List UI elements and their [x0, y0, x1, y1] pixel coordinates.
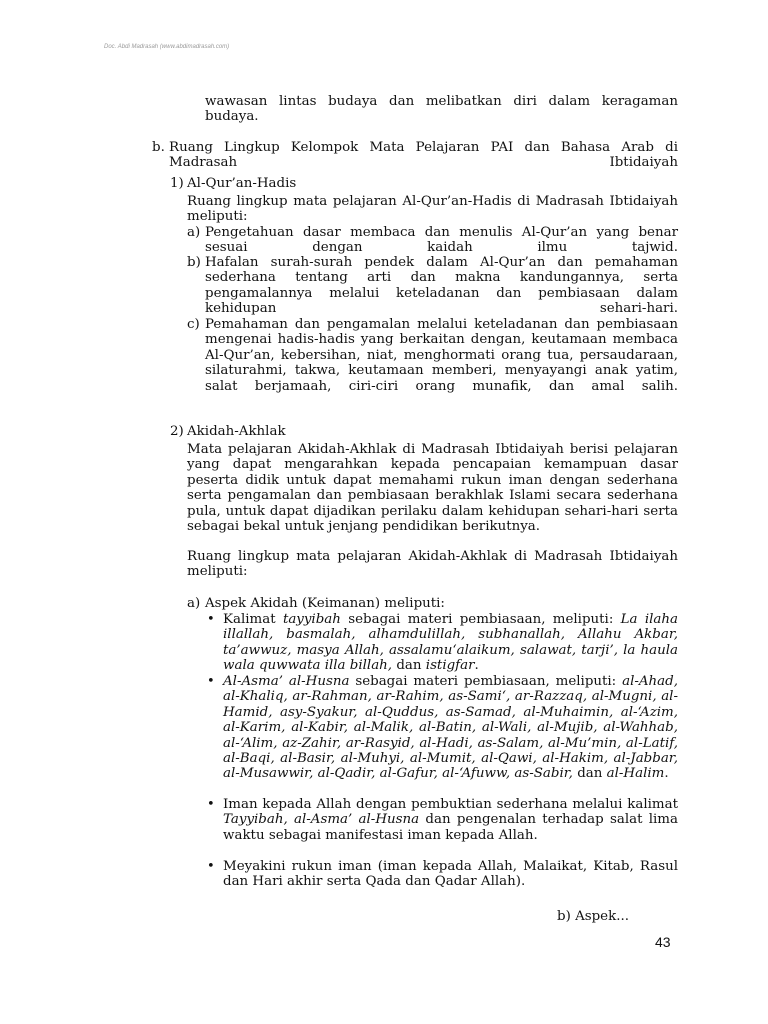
- bullet-icon: •: [207, 859, 215, 874]
- bullet-item-rukun-iman: [223, 859, 678, 890]
- bullet-icon: •: [207, 674, 215, 689]
- aspect-a-marker: a): [187, 596, 201, 611]
- list-item-marker-b: b): [187, 255, 201, 270]
- subsection-2-paragraph-2: Ruang lingkup mata pelajaran Akidah-Akhlak di Madrasah Ibtidaiyah meliputi:: [187, 549, 678, 580]
- bullet-icon: •: [207, 797, 215, 812]
- next-page-catchword: [557, 909, 629, 924]
- list-item-c: Pemahaman dan pengamalan melalui keteladanan dan pembiasaan mengenai hadis-hadis yang berkaitan dengan, keutamaan membaca Al-Qur’an, kebersihan, niat, menghormati orang tua, persaudaraan, silaturahmi, takwa, keutamaan memberi, menyayangi anak yatim, salat berjamaah, ciri-ciri orang munafik, dan amal salih.: [205, 317, 678, 394]
- bullet-1-text-4: .: [474, 658, 479, 674]
- bullet-2-text-3: .: [664, 766, 669, 782]
- list-item-b: Hafalan surah-surah pendek dalam Al-Qur’an dan pemahaman sederhana tentang arti dan makna kandungannya, serta pengamalannya melalui keteladanan dan pembiasaan dalam kehidupan sehari-hari.: [205, 255, 678, 317]
- bullet-icon: •: [207, 612, 215, 627]
- bullet-1-italic-3: istigfar: [425, 658, 475, 674]
- section-b-title: Ruang Lingkup Kelompok Mata Pelajaran PAI dan Bahasa Arab di Madrasah Ibtidaiyah: [169, 140, 678, 171]
- list-item-marker-c: c): [187, 317, 200, 332]
- bullet-1-text-2: sebagai materi pembiasaan, meliputi:: [340, 612, 621, 627]
- bullet-2-italic-2: al-Ahad, al-Khaliq, ar-Rahman, ar-Rahim, as-Sami‘, ar-Razzaq, al-Mugni, al-Hamid, asy-Syakur, al-Quddus, as-Samad, al-Muhaimin, al-‘Azim, al-Karim, al-Kabir, al-Malik, al-Batin, al-Wali, al-Mujib, al-Wahhab, al-‘Alim, az-Zahir, ar-Rasyid, al-Hadi, as-Salam, al-Mu’min, al-Latif, al-Baqi, al-Basir, al-Muhyi, al-Mumit, al-Qawi, al-Hakim, al-Jabbar, al-Musawwir, al-Qadir, al-Gafur, al-‘Afuww, as-Sabir,: [223, 674, 678, 782]
- subsection-1-intro: Ruang lingkup mata pelajaran Al-Qur’an-Hadis di Madrasah Ibtidaiyah meliputi:: [187, 194, 678, 225]
- bullet-1-text-3: dan: [392, 658, 426, 674]
- bullet-1-italic-1: tayyibah: [282, 612, 341, 627]
- aspect-a-title: Aspek Akidah (Keimanan) meliputi:: [205, 596, 445, 611]
- page-header-watermark: Doc. Abdi Madrasah (www.abdimadrasah.com): [104, 44, 230, 50]
- bullet-2-text-1: sebagai materi pembiasaan, meliputi:: [349, 674, 623, 689]
- intro-continuation-paragraph: wawasan lintas budaya dan melibatkan diri dalam keragaman budaya.: [205, 94, 678, 125]
- bullet-item-asma-al-husna: [223, 674, 678, 782]
- bullet-item-kalimat-tayyibah: [223, 612, 678, 674]
- subsection-2-marker: 2): [170, 424, 184, 439]
- next-page-text: Aspek...: [575, 909, 629, 924]
- section-b-marker: b.: [152, 140, 165, 155]
- bullet-4-text-1: Meyakini rukun iman (iman kepada Allah, Malaikat, Kitab, Rasul dan Hari akhir serta Qada dan Qadar Allah).: [223, 859, 678, 890]
- subsection-1-marker: 1): [170, 176, 184, 191]
- bullet-3-italic-1: Tayyibah, al-Asma’ al-Husna: [223, 812, 420, 828]
- list-item-a: Pengetahuan dasar membaca dan menulis Al-Qur’an yang benar sesuai dengan kaidah ilmu tajwid.: [205, 225, 678, 256]
- bullet-1-italic-2: La ilaha illallah, basmalah, alhamdulillah, subhanallah, Allahu Akbar, ta’awwuz, masya Allah, assalamu‘alaikum, salawat, tarji’, la haula wala quwwata illa billah,: [223, 612, 679, 674]
- page-number: 43: [655, 934, 671, 950]
- subsection-2-paragraph-1: Mata pelajaran Akidah-Akhlak di Madrasah Ibtidaiyah berisi pelajaran yang dapat mengarahkan kepada pencapaian kemampuan dasar peserta didik untuk dapat memahami rukun iman dengan sederhana serta pengamalan dan pembiasaan berakhlak Islami secara sederhana pula, untuk dapat dijadikan perilaku dalam kehidupan sehari-hari serta sebagai bekal untuk jenjang pendidikan berikutnya.: [187, 442, 678, 535]
- next-page-marker: b): [557, 909, 571, 924]
- bullet-2-italic-3: al-Halim: [606, 766, 665, 782]
- bullet-3-text-2: dan pengenalan terhadap salat lima waktu sebagai manifestasi iman kepada Allah.: [223, 812, 678, 843]
- bullet-3-text-1: Iman kepada Allah dengan pembuktian sederhana melalui kalimat: [223, 797, 678, 812]
- bullet-1-text-1: Kalimat: [223, 612, 283, 627]
- bullet-item-iman-kepada-allah: [223, 797, 678, 843]
- bullet-2-italic-1: Al-Asma’ al-Husna: [223, 674, 350, 689]
- subsection-1-title: Al-Qur’an-Hadis: [187, 176, 297, 191]
- list-item-marker-a: a): [187, 225, 201, 240]
- bullet-2-text-2: dan: [572, 766, 607, 782]
- subsection-2-title: Akidah-Akhlak: [187, 424, 286, 439]
